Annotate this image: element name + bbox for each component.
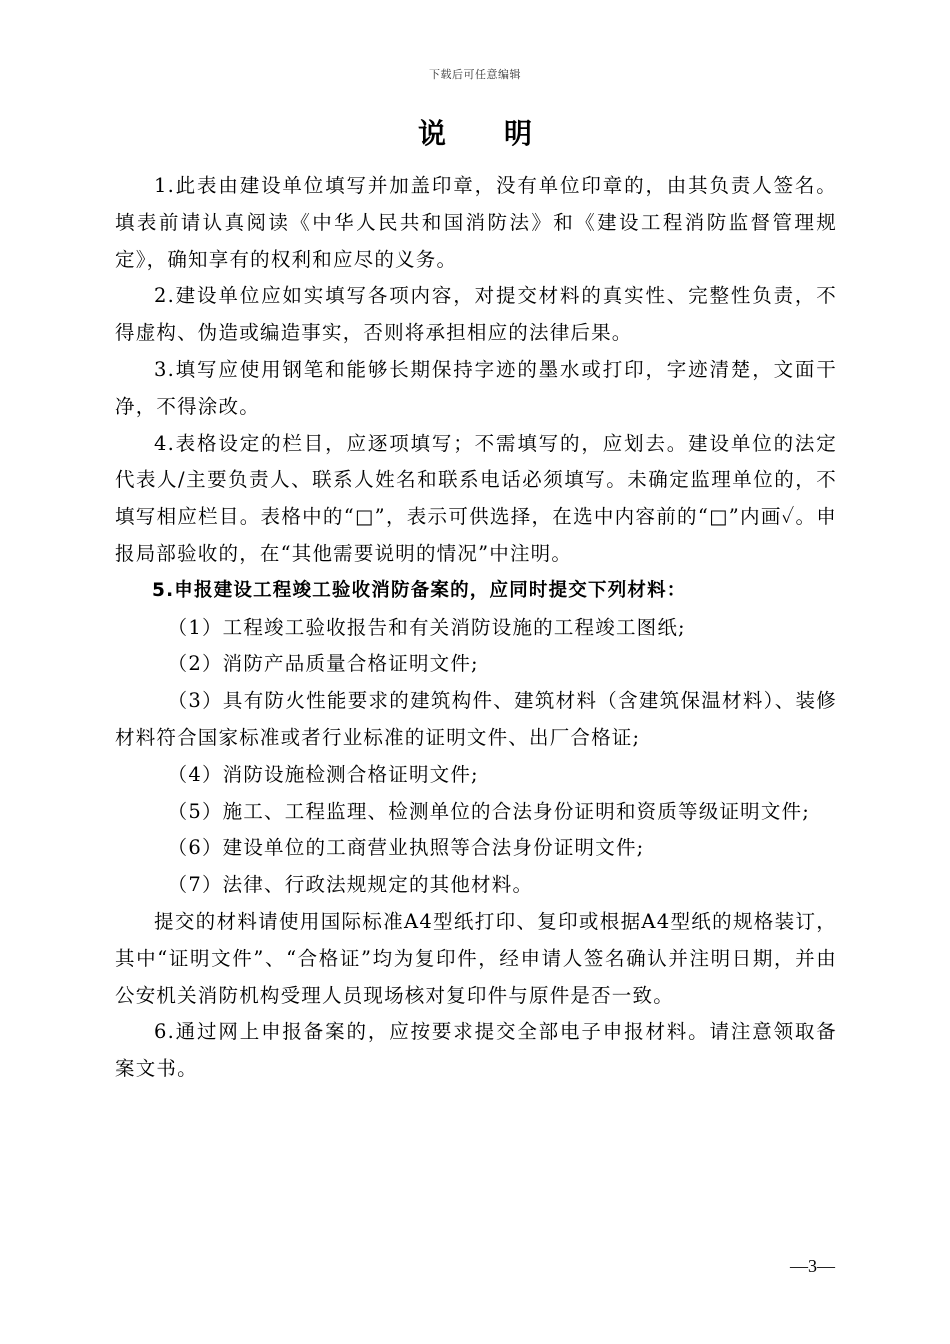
list-item-2: （2）消防产品质量合格证明文件; <box>167 652 479 676</box>
paragraph-submission: 提交的材料请使用国际标准A4型纸打印、复印或根据A4型纸的规格装订，其中“证明文件”、“合格证”均为复印件，经申请人签名确认并注明日期，并由公安机关消防机构受理人员现场核对复印件与原件是否一致。 <box>115 909 837 1007</box>
paragraph-4: 4.表格设定的栏目，应逐项填写；不需填写的，应划去。建设单位的法定代表人/主要负责人、联系人姓名和联系电话必须填写。未确定监理单位的，不填写相应栏目。表格中的“□”，表示可供选择，在选中内容前的“□”内画✓。申报局部验收的，在“其他需要说明的情况”中注明。 <box>115 431 837 565</box>
list-item-6: （6）建设单位的工商营业执照等合法身份证明文件; <box>167 836 645 860</box>
paragraph-3: 3.填写应使用钢笔和能够长期保持字迹的墨水或打印，字迹清楚，文面干净，不得涂改。 <box>115 357 837 418</box>
paragraph-1: 1.此表由建设单位填写并加盖印章，没有单位印章的，由其负责人签名。填表前请认真阅读《中华人民共和国消防法》和《建设工程消防监督管理规定》，确知享有的权利和应尽的义务。 <box>115 174 837 271</box>
list-item-4: （4）消防设施检测合格证明文件; <box>167 762 479 786</box>
paragraph-6: 6.通过网上申报备案的，应按要求提交全部电子申报材料。请注意领取备案文书。 <box>115 1020 837 1081</box>
paragraph-2: 2.建设单位应如实填写各项内容，对提交材料的真实性、完整性负责，不得虚构、伪造或编造事实，否则将承担相应的法律后果。 <box>115 284 837 345</box>
list-item-3: （3）具有防火性能要求的建筑构件、建筑材料（含建筑保温材料）、装修材料符合国家标准或者行业标准的证明文件、出厂合格证; <box>115 689 837 749</box>
list-item-7: （7）法律、行政法规规定的其他材料。 <box>167 873 534 897</box>
page-title: 说明 <box>417 117 590 150</box>
header-note: 下载后可任意编辑 <box>429 68 521 81</box>
list-item-1: （1）工程竣工验收报告和有关消防设施的工程竣工图纸; <box>167 615 686 639</box>
list-item-5: （5）施工、工程监理、检测单位的合法身份证明和资质等级证明文件; <box>167 799 811 823</box>
page-number: —3— <box>790 1256 835 1276</box>
paragraph-5-heading: 5.申报建设工程竣工验收消防备案的，应同时提交下列材料： <box>152 579 687 601</box>
instructions-body <box>115 168 837 1088</box>
